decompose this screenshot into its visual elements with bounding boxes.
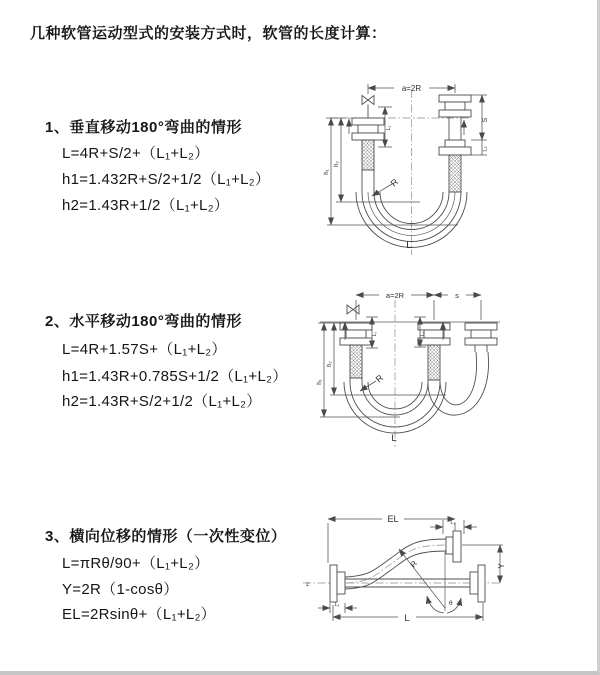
dim-label-Y: Y (497, 563, 506, 569)
section3-heading: 3、横向位移的情形（一次性变位） (45, 528, 287, 545)
angle-label: θ (449, 600, 453, 607)
left-flange (352, 118, 384, 140)
dim-label-L1: L₁ (386, 125, 392, 131)
dim-label-h1: h₁ (324, 169, 330, 175)
dim-L (333, 603, 483, 624)
dim-label-a2r: a=2R (385, 291, 405, 300)
dim-label-s: s (455, 291, 459, 300)
valve-icon (347, 305, 359, 314)
dim-label-L2: L₂ (450, 520, 456, 526)
hose-displaced-position (345, 539, 447, 589)
dim-stroke-S (471, 95, 489, 140)
section2-heading: 2、水平移动180°弯曲的情形 (45, 313, 242, 330)
section2-formula-h1: h1=1.43R+0.785S+1/2（L₁+L₂） (62, 368, 288, 385)
left-braid-section (362, 140, 374, 170)
section1-heading: 1、垂直移动180°弯曲的情形 (45, 119, 242, 136)
diagram-horizontal-movement (308, 284, 513, 452)
valve-icon (362, 96, 374, 119)
dim-label-a2r: a=2R (401, 84, 422, 93)
dim-hose-width (368, 84, 455, 94)
dim-EL (328, 514, 455, 563)
length-label: L (391, 433, 397, 444)
dim-label-S: S (482, 117, 489, 123)
dim-fitting-right (471, 140, 489, 155)
section3-formula-EL: EL=2Rsinθ+（L₁+L₂） (62, 606, 216, 623)
section3-formula-L: L=πRθ/90+（L₁+L₂） (62, 555, 210, 572)
length-label: L (406, 240, 412, 251)
left-braid-section (350, 345, 362, 378)
dim-label-L1: L₁ (372, 331, 378, 337)
radius-label: R (388, 176, 401, 189)
left-flange (330, 565, 345, 602)
axis-mark: z (306, 582, 309, 588)
diagram-vertical-movement (298, 76, 568, 260)
right-flange-upper (446, 531, 461, 562)
dim-hose-width (356, 291, 481, 320)
dim-label-h1: h₁ (317, 379, 323, 385)
section3-formula-Y: Y=2R（1-cosθ） (62, 581, 179, 598)
radius-label: R (373, 372, 386, 385)
dim-fitting-left (378, 107, 392, 147)
section1-formula-h2: h2=1.43R+1/2（L₁+L₂） (62, 197, 230, 214)
right-braid-section (449, 155, 461, 192)
dim-label-h2: h₂ (327, 361, 333, 367)
dim-label-h2: h₂ (334, 161, 340, 167)
right-flange (465, 323, 497, 345)
dim-label-L1: L₁ (334, 602, 340, 608)
dim-label-L2: L₂ (420, 331, 426, 337)
radius-label: R (408, 559, 420, 570)
angle-theta (427, 596, 461, 613)
section1-formula-h1: h1=1.432R+S/2+1/2（L₁+L₂） (62, 171, 271, 188)
section2-formula-h2: h2=1.43R+S/2+1/2（L₁+L₂） (62, 393, 262, 410)
right-flange-upper (439, 95, 471, 117)
section1-formula-L: L=4R+S/2+（L₁+L₂） (62, 145, 210, 162)
dim-label-EL: EL (387, 514, 399, 524)
dim-label-L2: L₂ (482, 146, 489, 152)
dim-fitting-left (318, 602, 357, 613)
right-flange-lower (439, 140, 471, 155)
diagram-lateral-displacement (296, 506, 514, 636)
radius-leader (372, 184, 392, 196)
right-flange-lower (470, 565, 485, 602)
page-title: 几种软管运动型式的安装方式时，软管的长度计算： (30, 25, 387, 42)
dim-label-L: L (404, 613, 410, 624)
section2-formula-L: L=4R+1.57S+（L₁+L₂） (62, 341, 227, 358)
radius-line (399, 549, 445, 608)
middle-braid-section (428, 345, 440, 380)
